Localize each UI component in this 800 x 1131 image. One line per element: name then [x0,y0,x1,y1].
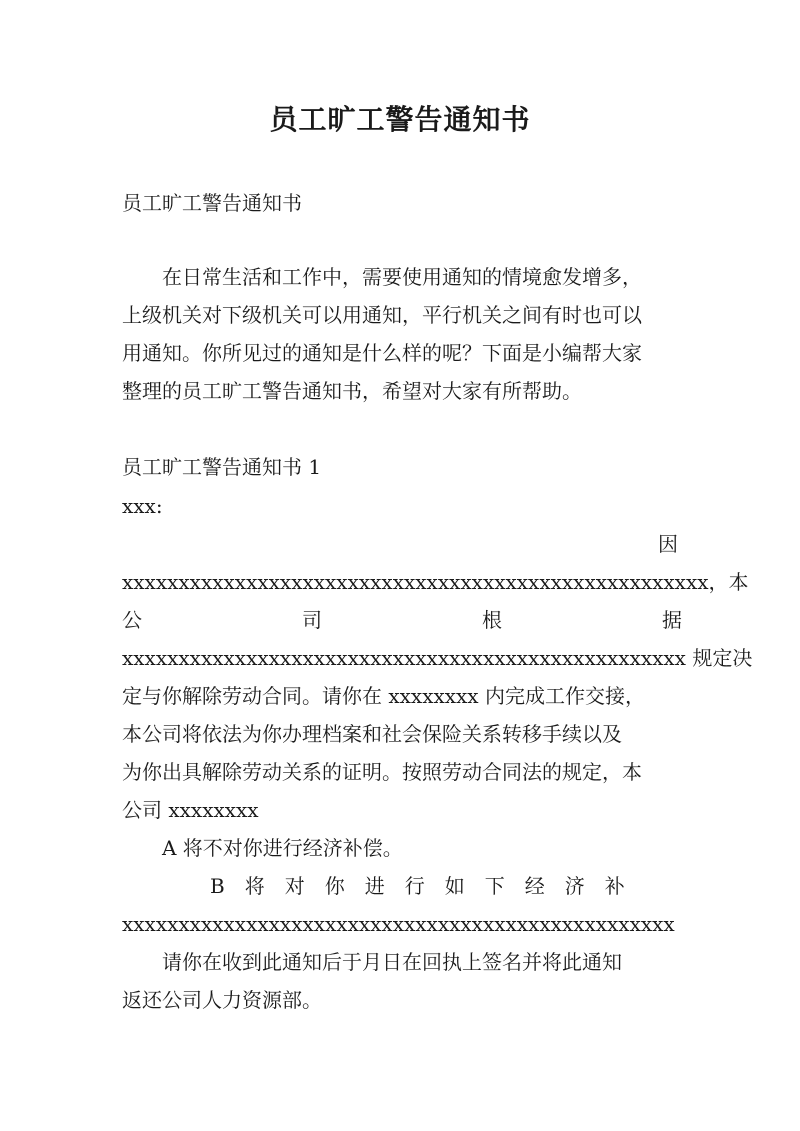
body-line-8: 公司 xxxxxxxx [122,798,259,822]
body-line-3: 公 司 根 据 [122,608,682,632]
intro-line-4: 整理的员工旷工警告通知书，希望对大家有所帮助。 [122,379,582,403]
closing-line-2: 返还公司人力资源部。 [122,988,322,1012]
closing-line-1: 请你在收到此通知后于月日在回执上签名并将此通知 [162,950,622,974]
body-line-7: 为你出具解除劳动关系的证明。按照劳动合同法的规定，本 [122,760,642,784]
option-b: B 将 对 你 进 行 如 下 经 济 补 [210,874,625,898]
intro-line-3: 用通知。你所见过的通知是什么样的呢？下面是小编帮大家 [122,341,642,365]
body-line-1: 因 [658,532,678,556]
body-line-6: 本公司将依法为你办理档案和社会保险关系转移手续以及 [122,722,622,746]
document-subtitle: 员工旷工警告通知书 [122,191,302,215]
body-line-4: xxxxxxxxxxxxxxxxxxxxxxxxxxxxxxxxxxxxxxxxxxxxxxxxxx 规定决 [122,646,753,670]
salutation: xxx: [122,494,163,518]
section-heading: 员工旷工警告通知书 1 [122,455,322,479]
option-b-continued: xxxxxxxxxxxxxxxxxxxxxxxxxxxxxxxxxxxxxxxxxxxxxxxxx [122,912,675,936]
intro-line-1: 在日常生活和工作中，需要使用通知的情境愈发增多， [162,265,642,289]
document-title: 员工旷工警告通知书 [269,103,531,136]
body-line-2: xxxxxxxxxxxxxxxxxxxxxxxxxxxxxxxxxxxxxxxxxxxxxxxxxxxx，本 [122,570,749,594]
intro-line-2: 上级机关对下级机关可以用通知，平行机关之间有时也可以 [122,303,642,327]
body-line-5: 定与你解除劳动合同。请你在 xxxxxxxx 内完成工作交接， [122,684,645,708]
option-a: A 将不对你进行经济补偿。 [162,836,403,860]
